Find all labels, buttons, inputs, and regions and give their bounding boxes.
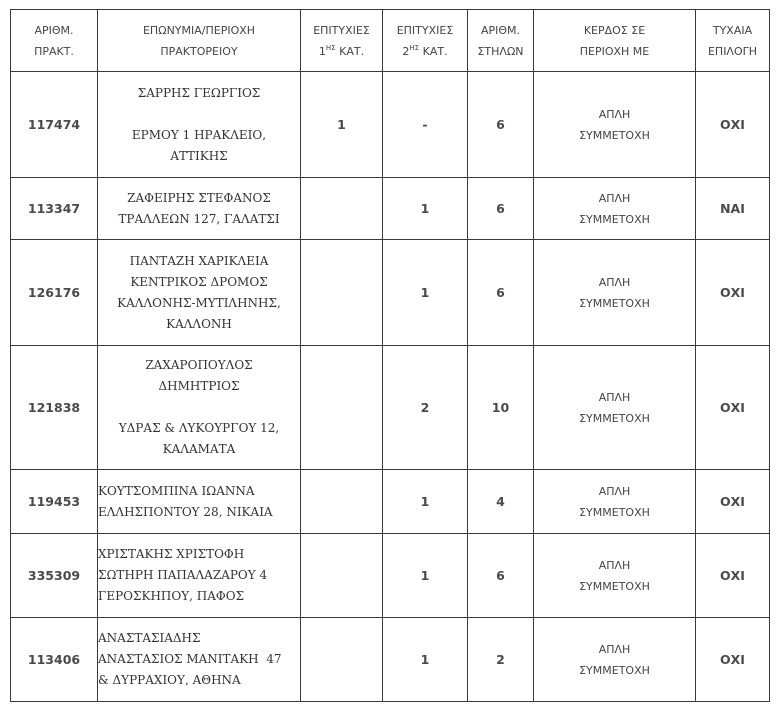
table-row [11,346,770,470]
random-pick: ΝΑΙ [696,178,770,240]
header-agent-no: ΑΡΙΘΜ. ΠΡΑΚΤ. [11,10,98,72]
header-random: ΤΥΧΑΙΑ ΕΠΙΛΟΓΗ [696,10,770,72]
agent-number: 113406 [11,618,98,702]
table-row [11,178,770,240]
wins-1st [301,346,383,470]
wins-2nd: 1 [383,240,468,346]
random-pick: ΟΧΙ [696,346,770,470]
profit-type: ΑΠΛΗ ΣΥΜΜΕΤΟΧΗ [534,346,696,470]
columns-count: 4 [468,470,534,534]
agent-name-address: ΖΑΦΕΙΡΗΣ ΣΤΕΦΑΝΟΣ ΤΡΑΛΛΕΩΝ 127, ΓΑΛΑΤΣΙ [98,178,301,240]
wins-2nd: 1 [383,618,468,702]
agent-number: 119453 [11,470,98,534]
columns-count: 6 [468,178,534,240]
profit-type: ΑΠΛΗ ΣΥΜΜΕΤΟΧΗ [534,72,696,178]
profit-type: ΑΠΛΗ ΣΥΜΜΕΤΟΧΗ [534,178,696,240]
agent-number: 335309 [11,534,98,618]
columns-count: 10 [468,346,534,470]
columns-count: 6 [468,72,534,178]
columns-count: 6 [468,534,534,618]
random-pick: ΟΧΙ [696,470,770,534]
header-name-area: ΕΠΩΝΥΜΙΑ/ΠΕΡΙΟΧΗ ΠΡΑΚΤΟΡΕΙΟΥ [98,10,301,72]
columns-count: 2 [468,618,534,702]
wins-1st [301,178,383,240]
agent-number: 113347 [11,178,98,240]
agent-name-address: ΣΑΡΡΗΣ ΓΕΩΡΓΙΟΣ ΕΡΜΟΥ 1 ΗΡΑΚΛΕΙΟ, ΑΤΤΙΚΗΣ [98,72,301,178]
wins-2nd: 1 [383,534,468,618]
random-pick: ΟΧΙ [696,240,770,346]
profit-type: ΑΠΛΗ ΣΥΜΜΕΤΟΧΗ [534,618,696,702]
wins-2nd: 1 [383,178,468,240]
table-row [11,534,770,618]
wins-1st [301,534,383,618]
profit-type: ΑΠΛΗ ΣΥΜΜΕΤΟΧΗ [534,470,696,534]
header-columns: ΑΡΙΘΜ. ΣΤΗΛΩΝ [468,10,534,72]
header-row [11,10,770,72]
agent-name-address: ΠΑΝΤΑΖΗ ΧΑΡΙΚΛΕΙΑ ΚΕΝΤΡΙΚΟΣ ΔΡΟΜΟΣ ΚΑΛΛΟΝΗΣ-ΜΥΤΙΛΗΝΗΣ, ΚΑΛΛΟΝΗ [98,240,301,346]
agent-number: 121838 [11,346,98,470]
wins-1st [301,240,383,346]
agent-name-address: ΧΡΙΣΤΑΚΗΣ ΧΡΙΣΤΟΦΗ ΣΩΤΗΡΗ ΠΑΠΑΛΑΖΑΡΟΥ 4 ΓΕΡΟΣΚΗΠΟΥ, ΠΑΦΟΣ [98,534,301,618]
agent-name-address: ΚΟΥΤΣΟΜΠΙΝΑ ΙΩΑΝΝΑ ΕΛΛΗΣΠΟΝΤΟΥ 28, ΝΙΚΑΙΑ [98,470,301,534]
table-row [11,618,770,702]
wins-2nd: - [383,72,468,178]
agent-name-address: ΖΑΧΑΡΟΠΟΥΛΟΣ ΔΗΜΗΤΡΙΟΣ ΥΔΡΑΣ & ΛΥΚΟΥΡΓΟΥ 12, ΚΑΛΑΜΑΤΑ [98,346,301,470]
random-pick: ΟΧΙ [696,72,770,178]
table-row [11,240,770,346]
header-wins-1st: ΕΠΙΤΥΧΙΕΣ $1^{H\Sigma}$ ΚΑΤ. [301,10,383,72]
random-pick: ΟΧΙ [696,618,770,702]
wins-1st: 1 [301,72,383,178]
wins-1st [301,618,383,702]
profit-type: ΑΠΛΗ ΣΥΜΜΕΤΟΧΗ [534,240,696,346]
random-pick: ΟΧΙ [696,534,770,618]
header-profit: ΚΕΡΔΟΣ ΣΕ ΠΕΡΙΟΧΗ ΜΕ [534,10,696,72]
wins-2nd: 1 [383,470,468,534]
agent-number: 126176 [11,240,98,346]
winners-table [10,9,770,702]
agent-name-address: ΑΝΑΣΤΑΣΙΑΔΗΣ ΑΝΑΣΤΑΣΙΟΣ ΜΑΝΙΤΑΚΗ 47 & ΔΥΡΡΑΧΙΟΥ, ΑΘΗΝΑ [98,618,301,702]
header-wins-2nd: ΕΠΙΤΥΧΙΕΣ $2^{H\Sigma}$ ΚΑΤ. [383,10,468,72]
columns-count: 6 [468,240,534,346]
table-row [11,72,770,178]
table-row [11,470,770,534]
profit-type: ΑΠΛΗ ΣΥΜΜΕΤΟΧΗ [534,534,696,618]
wins-1st [301,470,383,534]
agent-number: 117474 [11,72,98,178]
wins-2nd: 2 [383,346,468,470]
